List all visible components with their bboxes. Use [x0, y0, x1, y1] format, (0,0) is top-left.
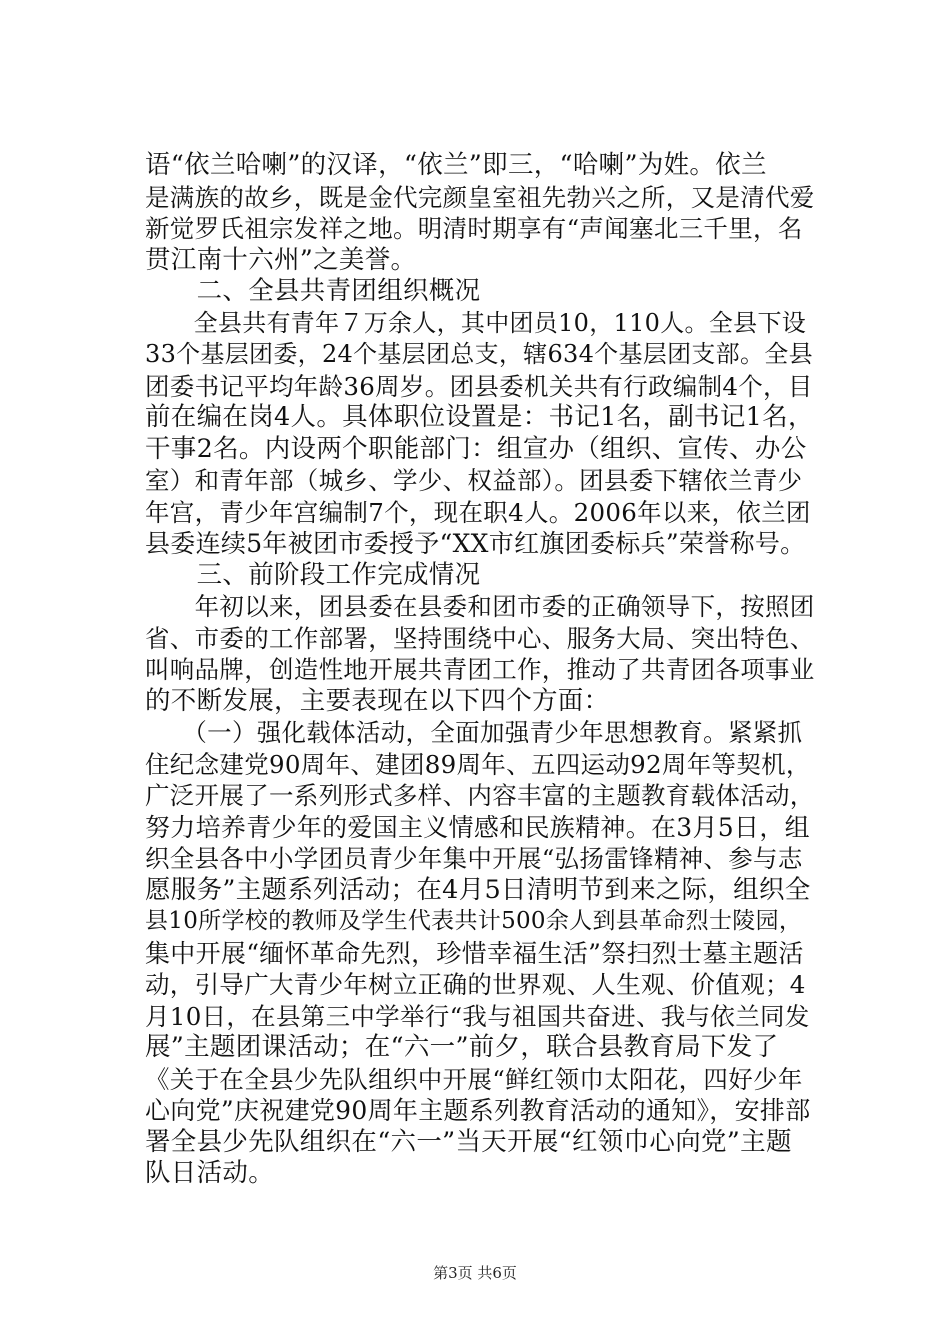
- text-line: 叫响品牌，创造性地开展共青团工作，推动了共青团各项事业: [145, 655, 815, 684]
- text-line: 愿服务”主题系列活动；在4月5日清明节到来之际，组织全: [145, 874, 811, 905]
- text-line: 干事2名。内设两个职能部门：组宣办（组织、宣传、办公: [145, 433, 807, 464]
- text-line: 新觉罗氏祖宗发祥之地。明清时期享有“声闻塞北三千里，名: [145, 214, 803, 243]
- text-line: （一）强化载体活动，全面加强青少年思想教育。紧紧抓: [145, 718, 803, 747]
- text-line: 展”主题团课活动；在“六一”前夕，联合县教育局下发了: [145, 1032, 779, 1062]
- text-line: 《关于在全县少先队组织中开展“鲜红领巾太阳花，四好少年: [145, 1064, 803, 1094]
- text-line: 三、前阶段工作完成情况: [145, 559, 481, 590]
- page-footer: 第3页 共6页: [433, 1264, 517, 1282]
- text-line: 努力培养青少年的爱国主义情感和民族精神。在3月5日，组: [145, 812, 810, 842]
- text-line: 心向党”庆祝建党90周年主题系列教育活动的通知》，安排部: [145, 1096, 811, 1125]
- text-line: 集中开展“缅怀革命先烈，珍惜幸福生活”祭扫烈士墓主题活: [145, 938, 804, 968]
- text-line: 室）和青年部（城乡、学少、权益部）。团县委下辖依兰青少: [145, 466, 803, 495]
- text-line: 团委书记平均年龄36周岁。团县委机关共有行政编制4个，目: [145, 371, 813, 401]
- document-body: [145, 150, 815, 1190]
- text-line: 语“依兰哈喇”的汉译，“依兰”即三，“哈喇”为姓。依兰: [145, 150, 767, 180]
- text-line: 动，引导广大青少年树立正确的世界观、人生观、价值观；4: [145, 970, 806, 999]
- text-line: 前在编在岗4人。具体职位设置是：书记1名，副书记1名，: [145, 402, 814, 432]
- text-line: 广泛开展了一系列形式多样、内容丰富的主题教育载体活动，: [145, 781, 815, 810]
- text-line: 年初以来，团县委在县委和团市委的正确领导下，按照团: [145, 592, 815, 621]
- text-line: 省、市委的工作部署，坚持围绕中心、服务大局、突出特色、: [145, 623, 815, 653]
- text-line: 县委连续5年被团市委授予“XX市红旗团委标兵”荣誉称号。: [145, 529, 806, 558]
- text-line: 全县共有青年７万余人，其中团员10，110人。全县下设: [145, 308, 807, 337]
- text-line: 33个基层团委，24个基层团总支，辖634个基层团支部。全县: [145, 340, 813, 368]
- text-line: 县10所学校的教师及学生代表共计500余人到县革命烈士陵园，: [145, 908, 803, 934]
- text-line: 织全县各中小学团员青少年集中开展“弘扬雷锋精神、参与志: [145, 844, 803, 873]
- text-line: 住纪念建党90周年、建团89周年、五四运动92周年等契机，: [145, 749, 811, 779]
- text-line: 是满族的故乡，既是金代完颜皇室祖先勃兴之所，又是清代爱: [145, 182, 815, 212]
- text-line: 月10日，在县第三中学举行“我与祖国共奋进、我与依兰同发: [145, 1001, 810, 1031]
- text-line: 署全县少先队组织在“六一”当天开展“红领巾心向党”主题: [145, 1126, 792, 1157]
- text-line: 二、全县共青团组织概况: [145, 276, 481, 306]
- text-line: 年宫，青少年宫编制7个，现在职4人。2006年以来，依兰团: [145, 497, 811, 527]
- text-line: 队日活动。: [145, 1158, 275, 1188]
- text-line: 贯江南十六州”之美誉。: [145, 244, 417, 275]
- text-line: 的不断发展，主要表现在以下四个方面：: [145, 685, 610, 716]
